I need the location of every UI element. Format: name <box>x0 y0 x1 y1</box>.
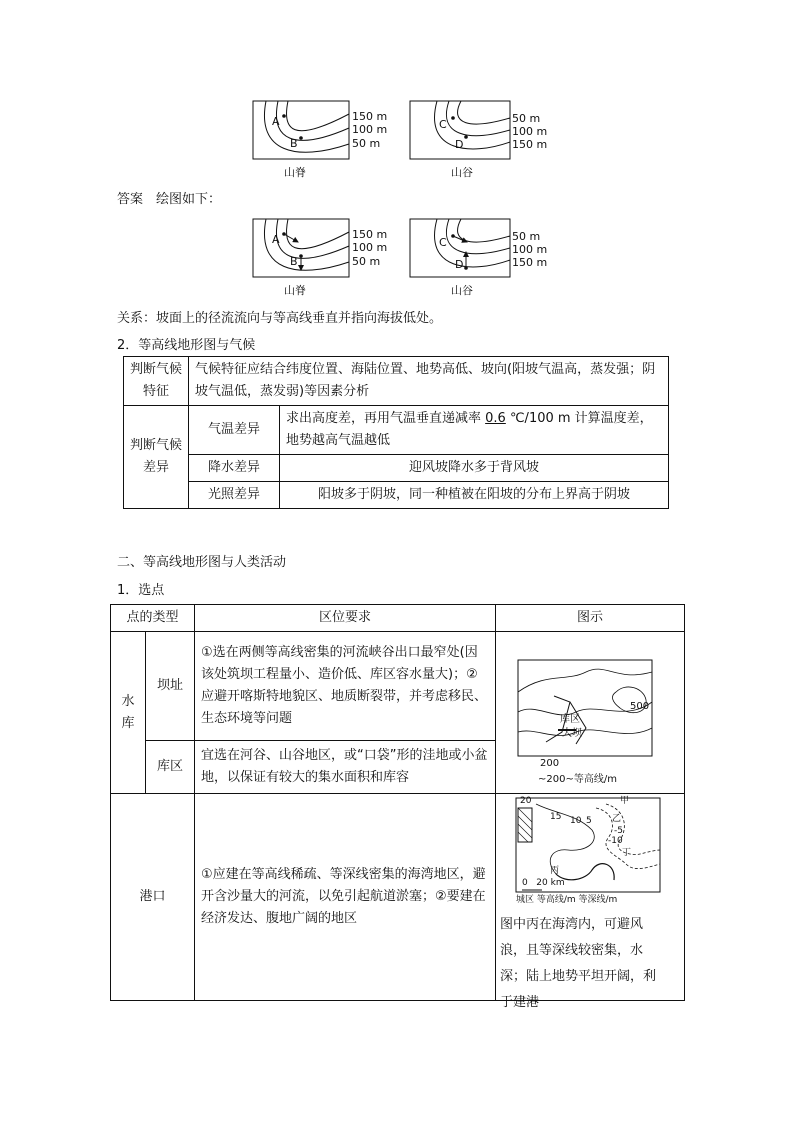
depth-label: -5 <box>614 826 623 836</box>
contour-label: 10 <box>570 816 582 826</box>
temp-diff-head: 气温差异 <box>189 406 280 455</box>
point-d: D <box>455 258 464 271</box>
site-table <box>110 604 685 1010</box>
sun-diff-head: 光照差异 <box>189 482 280 509</box>
valley-figure-question <box>409 100 709 180</box>
contour-label: 150 m <box>512 138 548 151</box>
contour-label: 150 m <box>352 110 388 123</box>
point-c: C <box>439 118 447 131</box>
sub1-title: 1．选点 <box>117 583 165 598</box>
contour-label: 150 m <box>352 228 388 241</box>
contour-label: 150 m <box>512 256 548 269</box>
contour-label: 5 <box>586 816 592 826</box>
header-requirement: 区位要求 <box>195 605 496 632</box>
point-a: A <box>272 233 280 246</box>
section2-title: 2．等高线地形图与气候 <box>117 338 256 353</box>
place-bing: 丙 <box>550 866 560 876</box>
area-text: 宜选在河谷、山谷地区，或“口袋”形的洼地或小盆地，以保证有较大的集水面积和库容 <box>195 741 496 794</box>
figure-caption: 山脊 <box>284 166 306 179</box>
lapse-rate: 0.6 <box>485 411 506 426</box>
area-head: 库区 <box>146 741 195 794</box>
depth-label: -10 <box>608 836 623 846</box>
point-c: C <box>439 236 447 249</box>
contour-label: 100 m <box>512 125 548 138</box>
dam-legend: ~200~等高线/m <box>538 774 617 785</box>
contour-label: 100 m <box>512 243 548 256</box>
dam-head: 坝址 <box>146 632 195 741</box>
place-ding: 丁 <box>622 848 632 858</box>
contour-label: 50 m <box>352 255 381 268</box>
point-a: A <box>272 115 280 128</box>
depth-value: 10 <box>611 836 623 846</box>
figure-caption: 山谷 <box>451 284 473 297</box>
legend-number: 200 <box>546 774 566 785</box>
port-figure-cell <box>496 794 685 1010</box>
contour-label: 20 <box>520 796 532 806</box>
contour-label: 50 m <box>352 137 381 150</box>
dam-label: 大坝 <box>562 728 582 739</box>
temp-text-part: 求出高度差，再用气温垂直递减率 <box>286 411 486 426</box>
answer-line: 答案 绘图如下： <box>117 192 222 207</box>
port-head: 港口 <box>111 794 195 1001</box>
header-type: 点的类型 <box>111 605 195 632</box>
climate-table <box>123 356 669 509</box>
point-b: B <box>290 255 298 268</box>
row-head-climate-diff: 判断气候差异 <box>124 406 189 509</box>
legend-text: 等高线/m <box>573 774 617 785</box>
figure-caption: 山脊 <box>284 284 306 297</box>
port-text: ①应建在等高线稀疏、等深线密集的海湾地区，避开含沙量大的河流，以免引起航道淤塞；②要建在经济发达、腹地广阔的地区 <box>195 794 496 1001</box>
place-yi: 乙 <box>612 814 622 824</box>
header-figure: 图示 <box>496 605 685 632</box>
dam-text: ①选在两侧等高线密集的河流峡谷出口最窄处(因该处筑坝工程量小、造价低、库区容水量大)；②应避开喀斯特地貌区、地质断裂带，并考虑移民、生态环境等问题 <box>195 632 496 741</box>
figure-caption: 山谷 <box>451 166 473 179</box>
reservoir-area-label: 库区 <box>560 714 580 725</box>
port-note: 图中丙在海湾内，可避风浪，且等深线较密集，水深；陆上地势平坦开阔，利于建港 <box>500 917 657 1010</box>
precip-diff-text: 迎风坡降水多于背风坡 <box>280 455 669 482</box>
port-legend: 城区 等高线/m 等深线/m <box>516 895 618 905</box>
sun-diff-text: 阳坡多于阴坡，同一种植被在阳坡的分布上界高于阴坡 <box>280 482 669 509</box>
valley-figure-answer <box>409 218 709 298</box>
contour-label: 100 m <box>352 123 388 136</box>
part2-title: 二、等高线地形图与人类活动 <box>117 555 287 570</box>
place-jia: 甲 <box>620 796 630 806</box>
contour-label: 100 m <box>352 241 388 254</box>
climate-feature-text: 气候特征应结合纬度位置、海陆位置、地势高低、坡向(阳坡气温高，蒸发强；阴坡气温低，蒸发弱)等因素分析 <box>189 357 669 406</box>
contour-500-label: 500 <box>630 701 650 712</box>
temp-diff-text <box>280 406 669 455</box>
contour-label: 15 <box>550 812 562 822</box>
point-b: B <box>290 137 298 150</box>
temp-text-part: ℃/100 m 计算温度差，地势越高气温越低 <box>286 411 653 448</box>
contour-label: 50 m <box>512 230 541 243</box>
contour-label: 50 m <box>512 112 541 125</box>
point-d: D <box>455 138 464 151</box>
reservoir-head: 水库 <box>111 632 146 794</box>
depth-value: 5 <box>617 826 623 836</box>
relation-line: 关系：坡面上的径流流向与等高线垂直并指向海拔低处。 <box>117 311 443 326</box>
dam-figure-cell <box>496 632 685 794</box>
scale-bar-label: 0 20 km <box>522 878 565 888</box>
contour-200-label: 200 <box>540 758 560 769</box>
row-head-climate-feature: 判断气候特征 <box>124 357 189 406</box>
precip-diff-head: 降水差异 <box>189 455 280 482</box>
